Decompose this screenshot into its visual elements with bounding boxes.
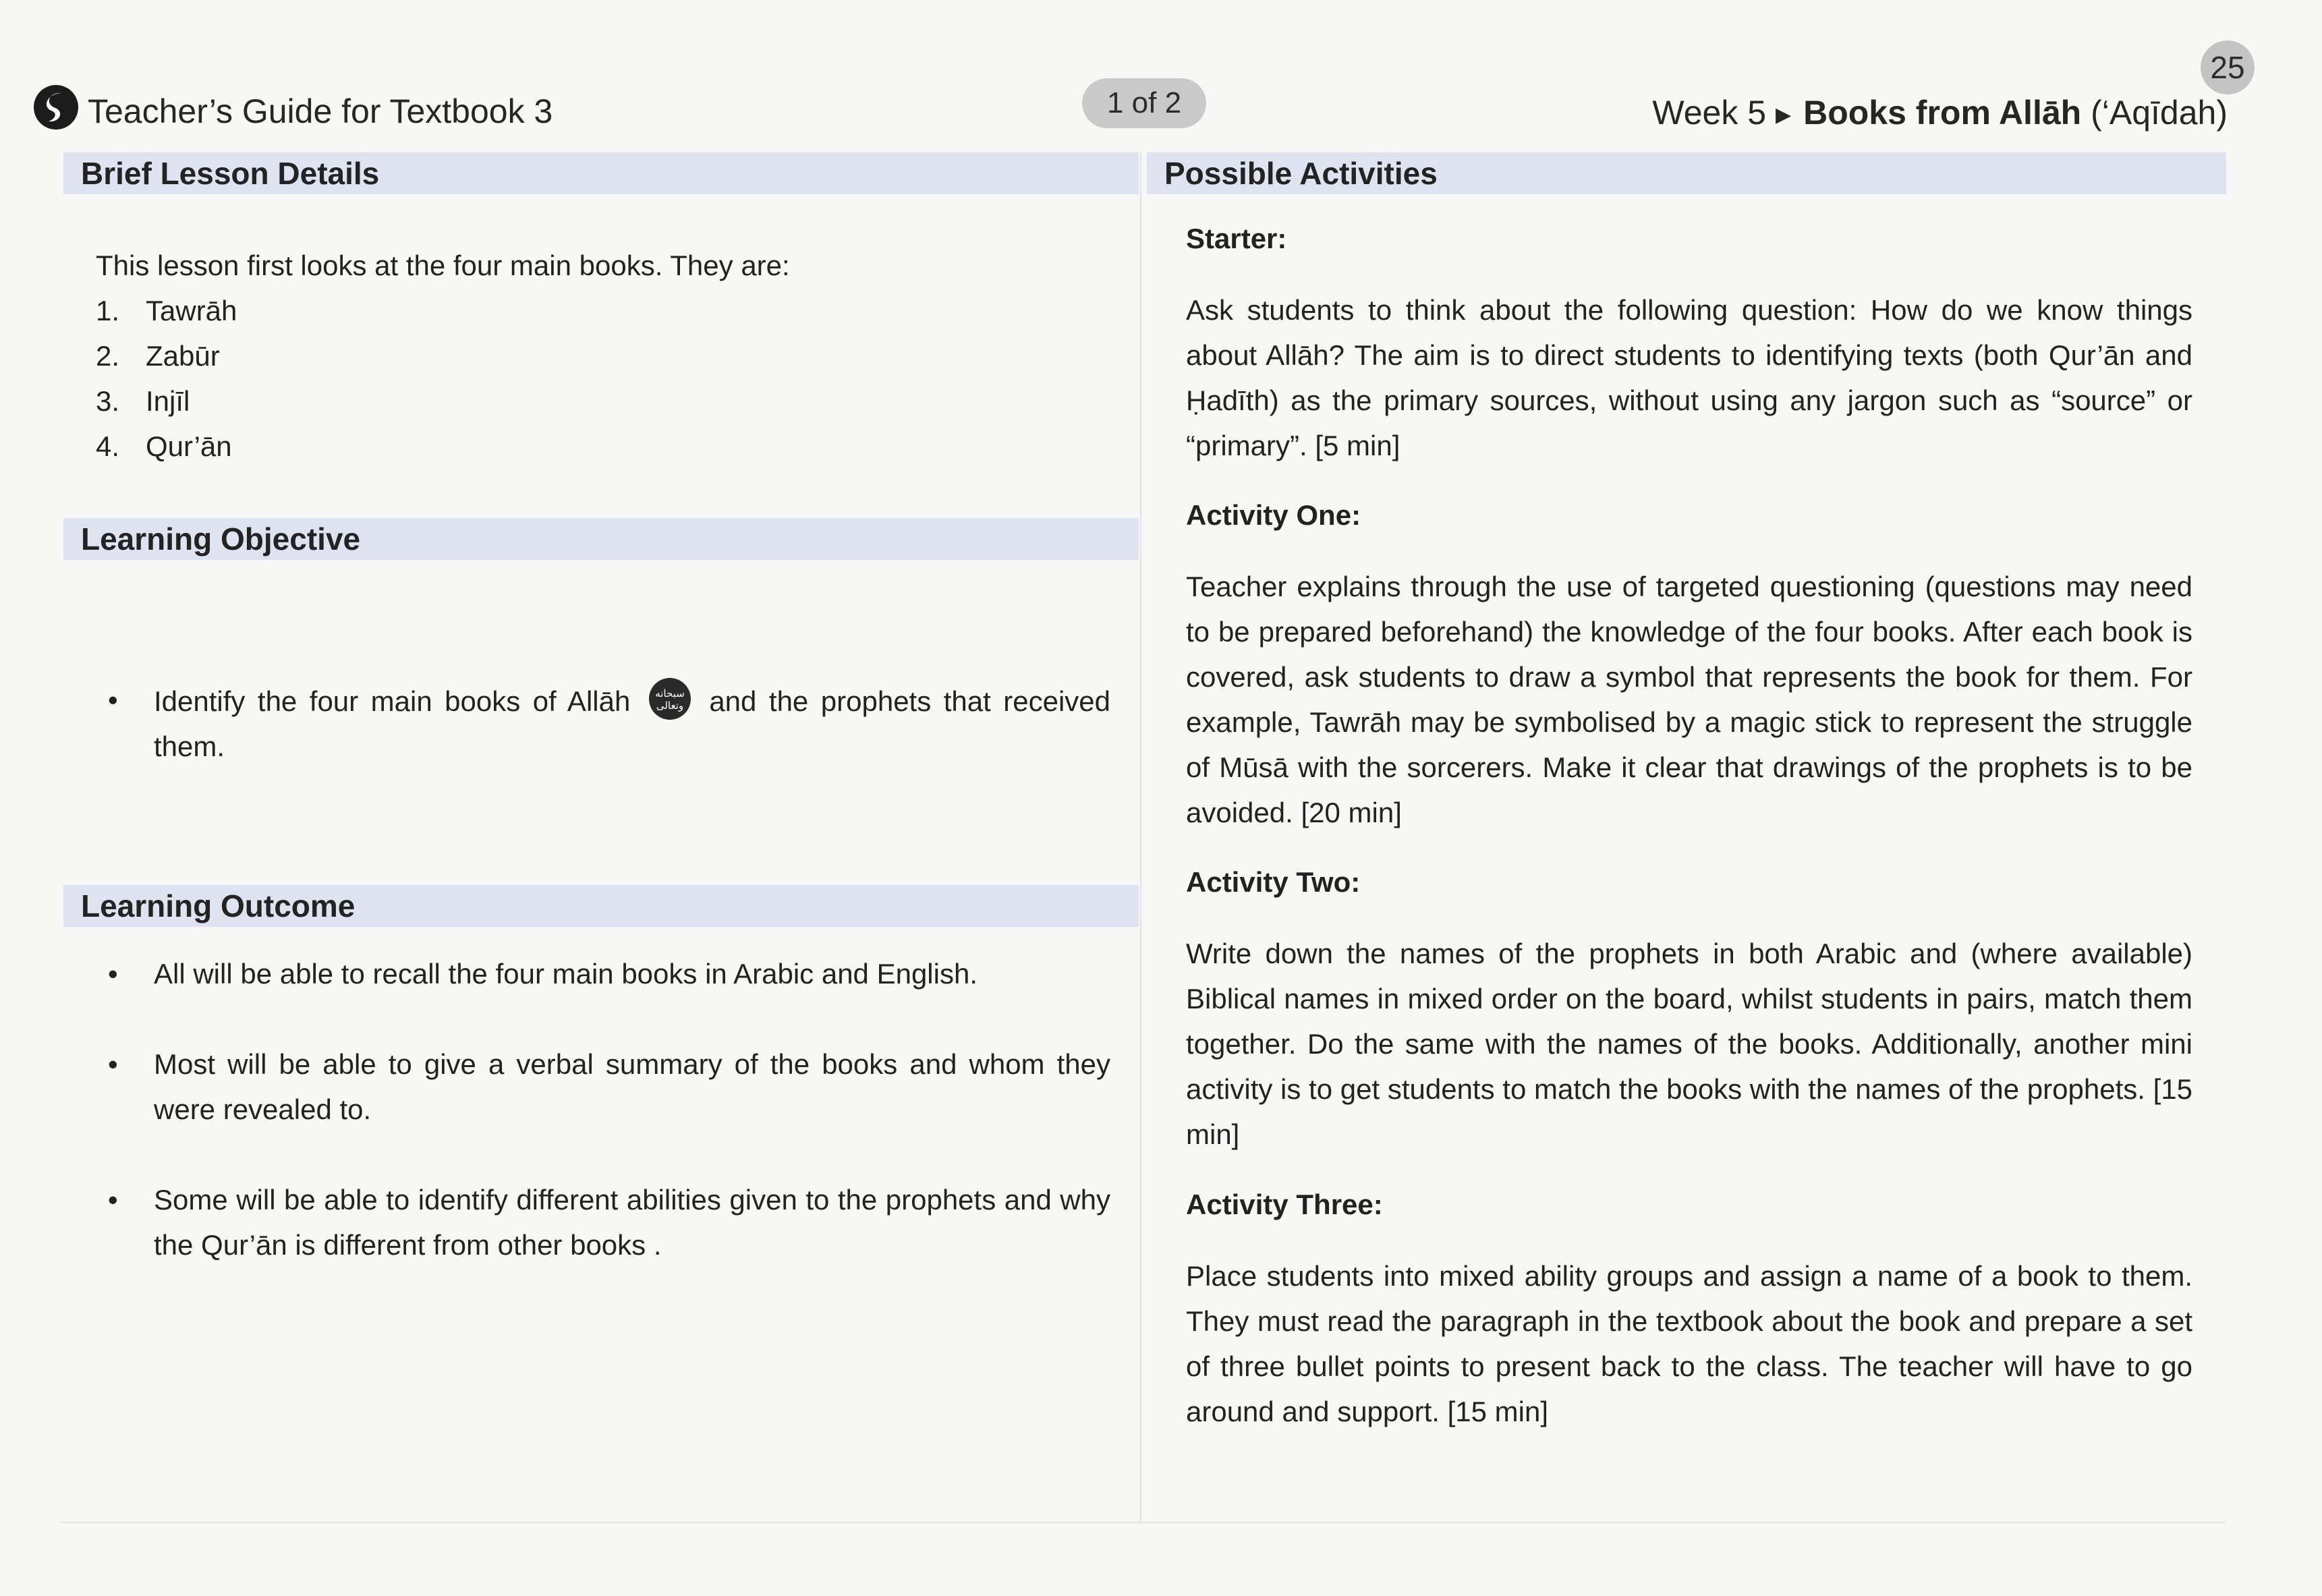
list-item: • Some will be able to identify different abilities given to the prophets and why the Qur’ān is different from other books . (108, 1184, 1110, 1261)
arabic-honorific-seal (648, 677, 691, 720)
list-item: • Most will be able to give a verbal summary of the books and whom they were revealed to. (108, 1048, 1110, 1125)
learning-objective (98, 677, 1110, 769)
activity-one-title: Activity One: (1186, 499, 1361, 531)
list-item: 1. Tawrāh (96, 295, 237, 326)
starter-title: Starter: (1186, 223, 1287, 254)
page-number: 25 (2201, 40, 2255, 94)
brief-lesson-details-heading: Brief Lesson Details (63, 152, 1139, 194)
book-name: Tawrāh (146, 295, 237, 326)
outcome-text: Some will be able to identify different abilities given to the prophets and why the Qur’ān is different from other books . (154, 1184, 1110, 1261)
list-item: 3. Injīl (96, 385, 190, 417)
book-name: Injīl (146, 385, 190, 417)
activity-two-title: Activity Two: (1186, 866, 1361, 898)
list-item: 4. Qur’ān (96, 430, 232, 462)
activity-two-text: Write down the names of the prophets in both Arabic and (where available) Biblical names in mixed order on the board, whilst students in pairs, match them together. Do the same with the names of the books. Additionally, another mini activity is to get students to match the books with the names of the prophets. [15 min] (1186, 938, 2192, 1150)
publisher-logo-icon (32, 84, 80, 131)
list-item: • Identify the four main books of Allāh سبحانه وتعالى and the prophets that received them. (98, 677, 1110, 769)
book-name: Qur’ān (146, 430, 232, 462)
objective-text-end: and the prophets that received them. (154, 685, 1111, 762)
week-label: Week 5 (1652, 94, 1767, 132)
guide-title: Teacher’s Guide for Textbook 3 (88, 92, 553, 130)
caret-right-icon: ▶ (1776, 104, 1792, 127)
page-indicator: 1 of 2 (1082, 78, 1206, 128)
list-item: 2. Zabūr (96, 340, 220, 372)
activity-one-text: Teacher explains through the use of targeted questioning (questions may need to be prepared beforehand) the knowledge of the four books. After each book is covered, ask students to draw a symbol that represents the book for them. For example, Tawrāh may be symbolised by a magic stick to represent the struggle of Mūsā with the sorcerers. Make it clear that drawings of the prophets is to be avoided. [20 min] (1186, 571, 2192, 828)
svg-text:سبحانه: سبحانه (655, 687, 685, 700)
running-head (1652, 93, 2228, 132)
lesson-title: Books from Allāh (1803, 94, 2082, 132)
svg-text:وتعالى: وتعالى (656, 700, 683, 712)
bottom-rule (61, 1522, 2226, 1523)
learning-outcome (98, 951, 1110, 1267)
brief-intro: This lesson first looks at the four main books. They are: (96, 250, 790, 281)
starter-text: Ask students to think about the following question: How do we know things about Allāh? The aim is to direct students to identifying texts (both Qur’ān and Ḥadīth) as the primary sources, without using any jargon such as “source” or “primary”. [5 min] (1186, 294, 2192, 461)
brief-lesson-details (96, 243, 1108, 469)
column-divider (1140, 152, 1141, 1522)
lesson-category: (‘Aqīdah) (2091, 94, 2228, 132)
activity-three-text: Place students into mixed ability groups and assign a name of a book to them. They must read the paragraph in the textbook about the book and prepare a set of three bullet points to present back to the class. The teacher will have to go around and support. [15 min] (1186, 1260, 2192, 1427)
possible-activities-heading: Possible Activities (1147, 152, 2226, 194)
objective-text-start: Identify the four main books of Allāh (154, 685, 631, 717)
learning-outcome-heading: Learning Outcome (63, 885, 1139, 927)
list-item: • All will be able to recall the four main books in Arabic and English. (108, 958, 978, 990)
outcome-text: Most will be able to give a verbal summary of the books and whom they were revealed to. (154, 1048, 1110, 1125)
activity-three-title: Activity Three: (1186, 1189, 1383, 1220)
book-name: Zabūr (146, 340, 220, 372)
outcome-text: All will be able to recall the four main books in Arabic and English. (154, 958, 978, 990)
learning-objective-heading: Learning Objective (63, 518, 1139, 560)
